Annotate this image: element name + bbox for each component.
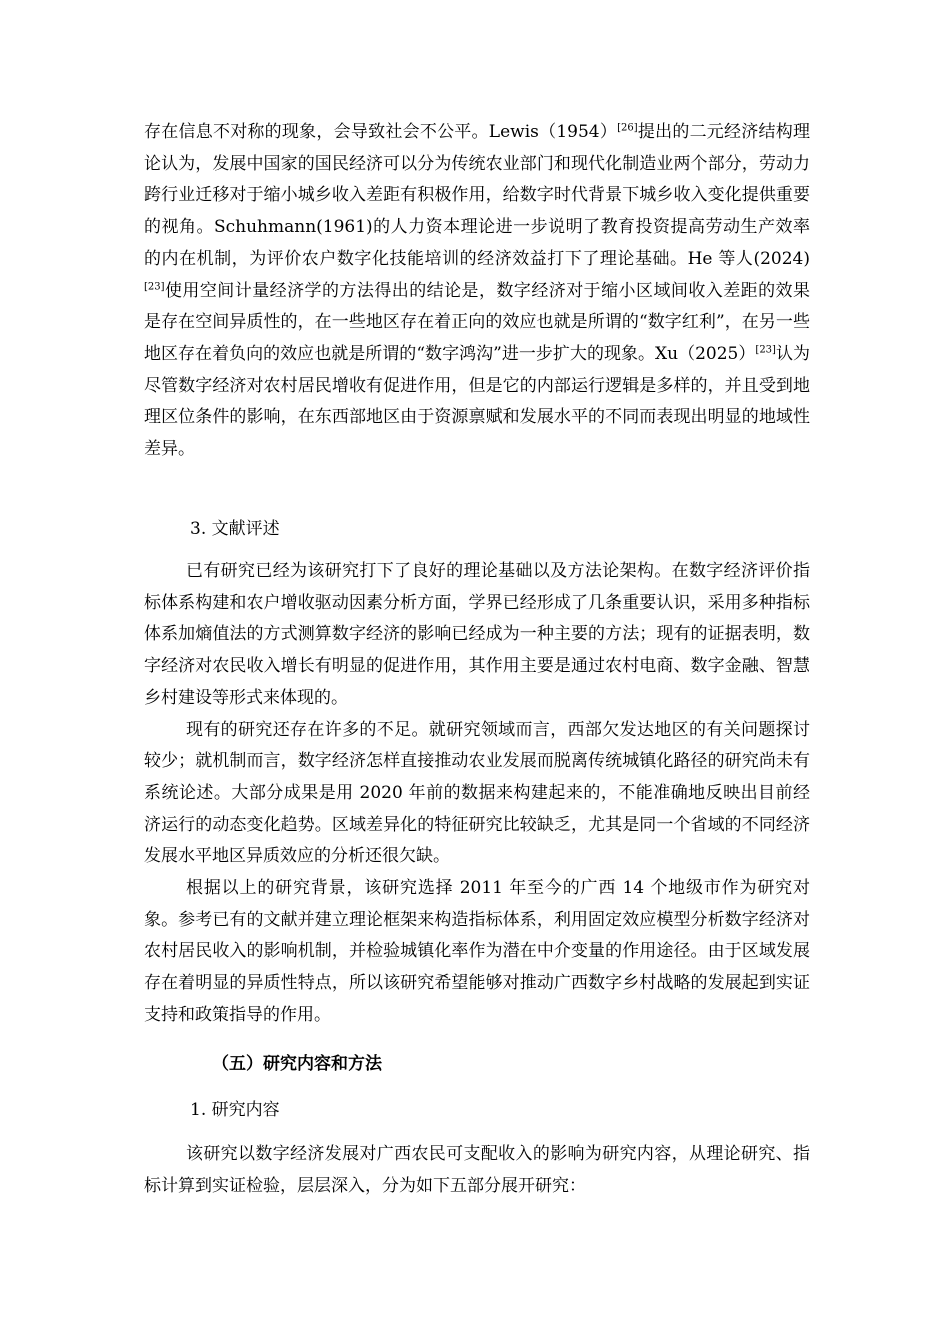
citation-ref: [26] <box>617 122 638 134</box>
heading-research-content: 1. 研究内容 <box>190 1100 280 1120</box>
text-segment: 提出的二元经济结构理论认为，发展中国家的国民经济可以分为传统农业部门和现代化制造业两个部分，劳动力跨行业迁移对于缩小城乡收入差距有积极作用，给数字时代背景下城乡收入变化提供重要的视角。Schuhmann(1961)的人力资本理论进一步说明了教育投资提高劳动生产效率的内在机制，为评价农户数字化技能培训的经济效益打下了理论基础。He 等人(2024) <box>144 122 811 269</box>
paragraph-research-plan: 根据以上的研究背景，该研究选择 2011 年至今的广西 14 个地级市作为研究对象。参考已有的文献并建立理论框架来构造指标体系，利用固定效应模型分析数字经济对农村居民收入的影响机制，并检验城镇化率作为潜在中介变量的作用途径。由于区域发展存在着明显的异质性特点，所以该研究希望能够对推动广西数字乡村战略的发展起到实证支持和政策指导的作用。 <box>144 878 810 1025</box>
text-segment: 存在信息不对称的现象，会导致社会不公平。Lewis（1954） <box>144 122 618 142</box>
text-segment: 认为尽管数字经济对农村居民增收有促进作用，但是它的内部运行逻辑是多样的，并且受到地理区位条件的影响，在东西部地区由于资源禀赋和发展水平的不同而表现出明显的地域性差异。 <box>144 343 810 460</box>
paragraph-research-content: 该研究以数字经济发展对广西农民可支配收入的影响为研究内容，从理论研究、指标计算到实证检验，层层深入，分为如下五部分展开研究： <box>144 1144 810 1196</box>
paragraph-existing-research: 已有研究已经为该研究打下了良好的理论基础以及方法论架构。在数字经济评价指标体系构建和农户增收驱动因素分析方面，学界已经形成了几条重要认识，采用多种指标体系加熵值法的方式测算数字经济的影响已经成为一种主要的方法；现有的证据表明，数字经济对农民收入增长有明显的促进作用，其作用主要是通过农村电商、数字金融、智慧乡村建设等形式来体现的。 <box>144 561 810 708</box>
text-segment: 使用空间计量经济学的方法得出的结论是，数字经济对于缩小区域间收入差距的效果是存在空间异质性的，在一些地区存在着正向的效应也就是所谓的“数字红利”，在另一些地区存在着负向的效应也就是所谓的“数字鸿沟”进一步扩大的现象。Xu（2025） <box>144 280 810 364</box>
citation-ref: [23] <box>755 344 776 356</box>
paragraph-theory-review <box>144 117 810 466</box>
citation-ref: [23] <box>144 280 165 292</box>
body-literature-review <box>144 556 810 1032</box>
body-research-content <box>144 1139 810 1202</box>
paragraph-research-gaps: 现有的研究还存在许多的不足。就研究领域而言，西部欠发达地区的有关问题探讨较少；就机制而言，数字经济怎样直接推动农业发展而脱离传统城镇化路径的研究尚未有系统论述。大部分成果是用 2020 年前的数据来构建起来的，不能准确地反映出目前经济运行的动态变化趋势。区域差异化的特征研究比较缺乏，尤其是同一个省域的不同经济发展水平地区异质效应的分析还很欠缺。 <box>144 719 810 867</box>
heading-section-five: （五）研究内容和方法 <box>212 1054 382 1074</box>
heading-literature-review: 3. 文献评述 <box>190 519 280 539</box>
